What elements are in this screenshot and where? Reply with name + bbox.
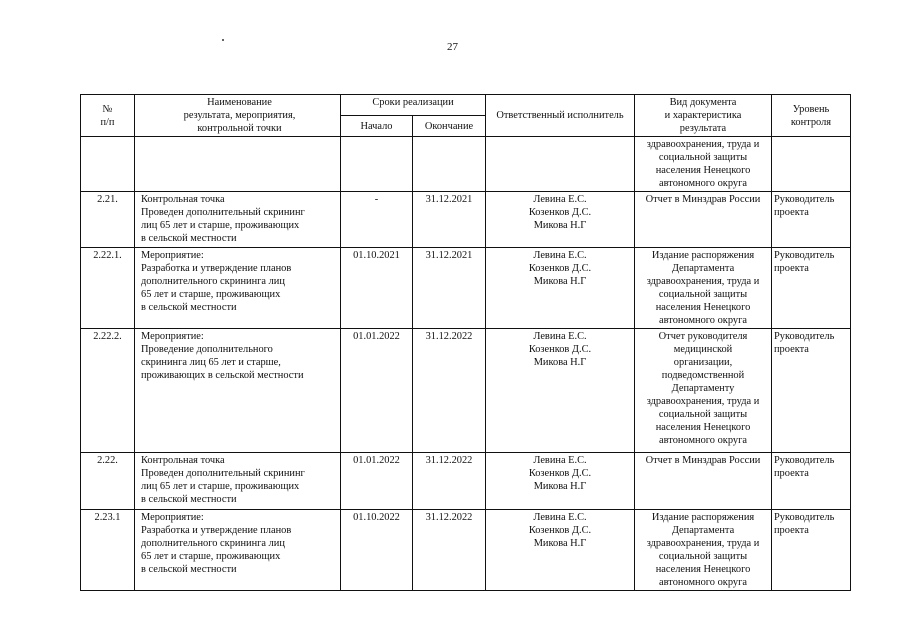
cell-executor: Левина Е.С. Козенков Д.С. Микова Н.Г [486, 453, 635, 510]
cell-name: Мероприятие: Разработка и утверждение планов дополнительного скрининга лиц 65 лет и старше, проживающих в сельской местности [135, 248, 341, 329]
cell-name: Мероприятие: Разработка и утверждение планов дополнительного скрининга лиц 65 лет и старше, проживающих в сельской местности [135, 510, 341, 591]
cell-end: 31.12.2021 [413, 248, 486, 329]
cell-name: Контрольная точка Проведен дополнительный скрининг лиц 65 лет и старше, проживающих в сельской местности [135, 192, 341, 248]
cell-level: Руководитель проекта [772, 329, 851, 453]
cell-start: 01.10.2022 [341, 510, 413, 591]
header-executor: Ответственный исполнитель [486, 95, 635, 137]
cell-end: 31.12.2022 [413, 329, 486, 453]
header-num: № п/п [81, 95, 135, 137]
cell-doc: здравоохранения, труда и социальной защиты населения Ненецкого автономного округа [635, 137, 772, 192]
cell-executor [486, 137, 635, 192]
cell-start: 01.01.2022 [341, 329, 413, 453]
cell-level: Руководитель проекта [772, 192, 851, 248]
header-start: Начало [341, 116, 413, 137]
table-row [81, 137, 851, 192]
table-row [81, 329, 851, 453]
cell-start: - [341, 192, 413, 248]
implementation-plan-table [80, 94, 851, 591]
cell-end [413, 137, 486, 192]
cell-level [772, 137, 851, 192]
cell-doc: Отчет руководителя медицинской организации, подведомственной Департаменту здравоохранения, труда и социальной защиты населения Ненецкого автономного округа [635, 329, 772, 453]
cell-executor: Левина Е.С. Козенков Д.С. Микова Н.Г [486, 510, 635, 591]
cell-start [341, 137, 413, 192]
cell-doc: Издание распоряжения Департамента здравоохранения, труда и социальной защиты населения Ненецкого автономного округа [635, 248, 772, 329]
table-row [81, 248, 851, 329]
cell-name [135, 137, 341, 192]
cell-doc: Издание распоряжения Департамента здравоохранения, труда и социальной защиты населения Ненецкого автономного округа [635, 510, 772, 591]
cell-executor: Левина Е.С. Козенков Д.С. Микова Н.Г [486, 192, 635, 248]
cell-name: Контрольная точка Проведен дополнительный скрининг лиц 65 лет и старше, проживающих в сельской местности [135, 453, 341, 510]
header-end: Окончание [413, 116, 486, 137]
cell-num: 2.22.2. [81, 329, 135, 453]
cell-num: 2.22.1. [81, 248, 135, 329]
cell-end: 31.12.2022 [413, 510, 486, 591]
cell-name: Мероприятие: Проведение дополнительного скрининга лиц 65 лет и старше, проживающих в сельской местности [135, 329, 341, 453]
header-level: Уровень контроля [772, 95, 851, 137]
cell-num [81, 137, 135, 192]
header-terms: Сроки реализации [341, 95, 486, 116]
header-name: Наименование результата, мероприятия, контрольной точки [135, 95, 341, 137]
cell-num: 2.21. [81, 192, 135, 248]
page-number: 27 [447, 41, 458, 53]
cell-num: 2.23.1 [81, 510, 135, 591]
cell-executor: Левина Е.С. Козенков Д.С. Микова Н.Г [486, 329, 635, 453]
cell-doc: Отчет в Минздрав России [635, 453, 772, 510]
table-row [81, 510, 851, 591]
cell-num: 2.22. [81, 453, 135, 510]
cell-start: 01.10.2021 [341, 248, 413, 329]
table-row [81, 453, 851, 510]
header-doc: Вид документа и характеристика результата [635, 95, 772, 137]
cell-end: 31.12.2021 [413, 192, 486, 248]
cell-level: Руководитель проекта [772, 453, 851, 510]
cell-end: 31.12.2022 [413, 453, 486, 510]
table-row [81, 192, 851, 248]
cell-doc: Отчет в Минздрав России [635, 192, 772, 248]
cell-level: Руководитель проекта [772, 510, 851, 591]
cell-executor: Левина Е.С. Козенков Д.С. Микова Н.Г [486, 248, 635, 329]
cell-level: Руководитель проекта [772, 248, 851, 329]
cell-start: 01.01.2022 [341, 453, 413, 510]
